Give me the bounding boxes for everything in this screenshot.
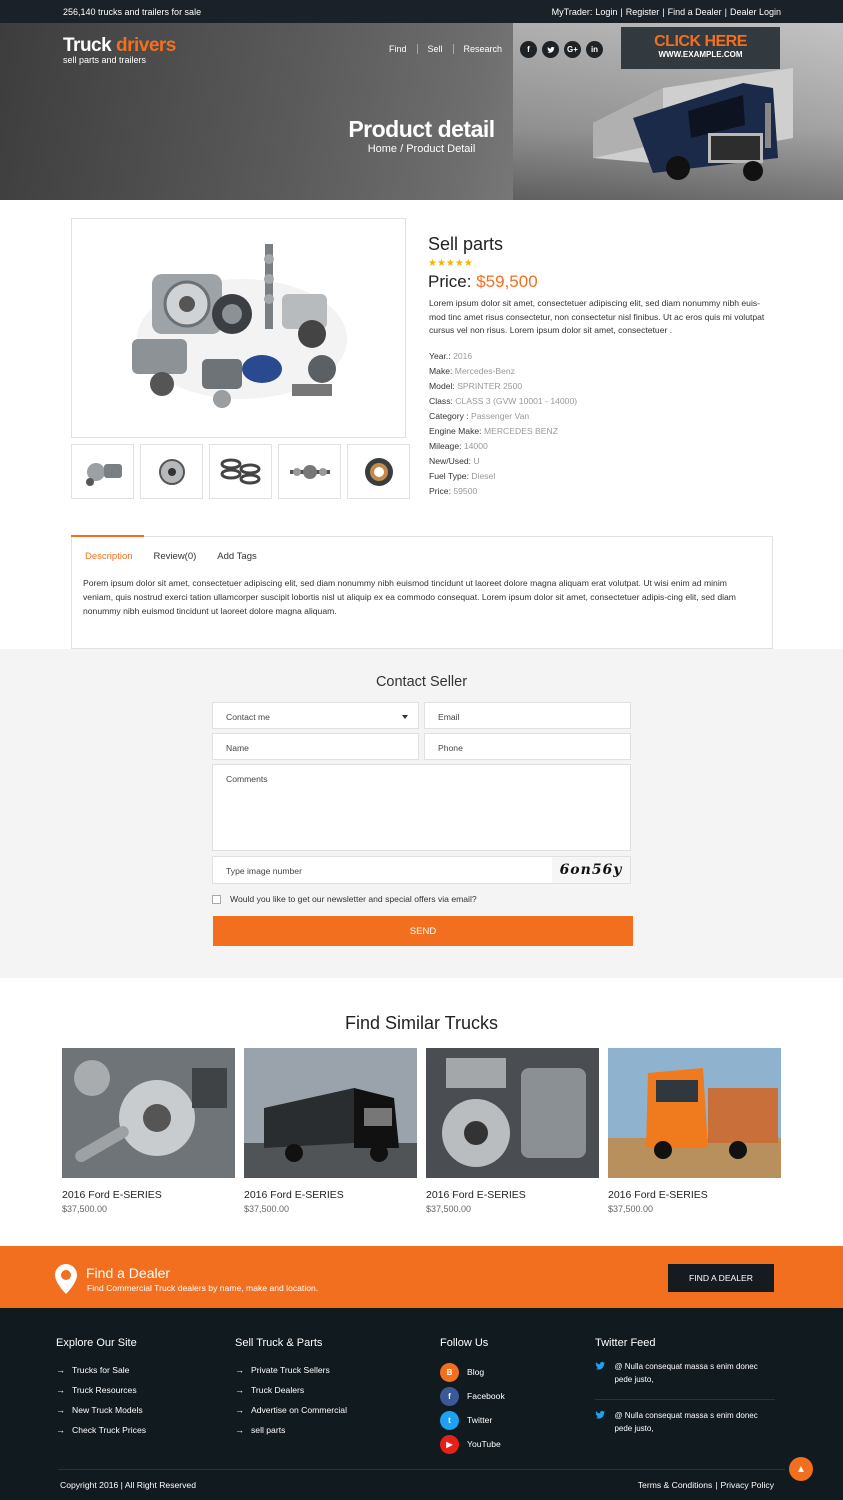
youtube-icon: ▶ bbox=[440, 1435, 459, 1454]
nav-find[interactable]: Find bbox=[389, 44, 418, 54]
nav-sell[interactable]: Sell bbox=[418, 44, 454, 54]
blog-icon: B bbox=[440, 1363, 459, 1382]
divider: | bbox=[662, 7, 665, 17]
divider bbox=[595, 1399, 775, 1400]
arrow-right-icon: → bbox=[56, 1365, 65, 1375]
main-nav bbox=[389, 44, 512, 54]
auto-parts-image bbox=[72, 219, 405, 437]
card-image bbox=[62, 1048, 235, 1178]
arrow-right-icon: → bbox=[56, 1385, 65, 1395]
product-specs bbox=[429, 349, 577, 499]
spec-label: Price: bbox=[429, 486, 451, 496]
find-dealer-link[interactable]: Find a Dealer bbox=[667, 7, 722, 17]
dealer-subtitle: Find Commercial Truck dealers by name, make and location. bbox=[87, 1283, 319, 1293]
spec-label: Category : bbox=[429, 411, 469, 421]
tweet-text: @ Nulla consequat massa s enim donec pede justo, bbox=[614, 1411, 758, 1433]
spec-label: Year.: bbox=[429, 351, 451, 361]
newsletter-checkbox[interactable] bbox=[212, 895, 221, 904]
similar-card[interactable] bbox=[244, 1048, 417, 1214]
dealer-title: Find a Dealer bbox=[86, 1265, 171, 1281]
card-title: 2016 Ford E-SERIES bbox=[62, 1189, 162, 1201]
card-title: 2016 Ford E-SERIES bbox=[608, 1189, 708, 1201]
social-twitter[interactable] bbox=[440, 1408, 505, 1432]
thumbnail-4[interactable] bbox=[278, 444, 341, 499]
privacy-link[interactable]: Privacy Policy bbox=[720, 1480, 774, 1490]
product-main-image[interactable] bbox=[71, 218, 406, 438]
spec-row bbox=[429, 364, 577, 379]
select-value: Contact me bbox=[226, 712, 270, 722]
spec-label: Mileage: bbox=[429, 441, 462, 451]
logo-accent: drivers bbox=[115, 35, 176, 56]
social-blog[interactable] bbox=[440, 1360, 505, 1384]
card-price: $37,500.00 bbox=[62, 1204, 108, 1214]
logo-main: Truck bbox=[63, 35, 112, 56]
spec-label: Engine Make: bbox=[429, 426, 482, 436]
tweet[interactable] bbox=[595, 1409, 775, 1448]
thumbnail-5[interactable] bbox=[347, 444, 410, 499]
find-dealer-band bbox=[0, 1246, 843, 1308]
contact-select[interactable] bbox=[212, 702, 419, 729]
spec-row bbox=[429, 409, 577, 424]
footer-link[interactable] bbox=[235, 1420, 347, 1440]
spec-row bbox=[429, 379, 577, 394]
footer-link-label: New Truck Models bbox=[72, 1405, 143, 1415]
tab-review[interactable]: Review(0) bbox=[153, 551, 197, 562]
spec-value: Passenger Van bbox=[471, 411, 530, 421]
thumbnail-3[interactable] bbox=[209, 444, 272, 499]
footer-link[interactable] bbox=[235, 1400, 347, 1420]
twitter-bird-icon bbox=[595, 1360, 605, 1372]
twitter-icon[interactable] bbox=[542, 41, 559, 58]
footer-twitter-feed bbox=[595, 1337, 775, 1448]
price-value: $59,500 bbox=[476, 272, 538, 291]
social-label: Twitter bbox=[467, 1415, 493, 1425]
header-social bbox=[520, 41, 603, 58]
page-title: Product detail bbox=[348, 116, 495, 142]
tweet[interactable] bbox=[595, 1360, 775, 1399]
spec-label: Model: bbox=[429, 381, 455, 391]
footer-link[interactable] bbox=[56, 1380, 146, 1400]
footer-heading: Twitter Feed bbox=[595, 1337, 656, 1349]
spec-value: 59500 bbox=[453, 486, 478, 496]
arrow-right-icon: → bbox=[235, 1405, 244, 1415]
footer-link-label: Check Truck Prices bbox=[72, 1425, 147, 1435]
logo-tagline: sell parts and trailers bbox=[63, 55, 147, 65]
card-price: $37,500.00 bbox=[608, 1204, 654, 1214]
social-label: Facebook bbox=[467, 1391, 505, 1401]
social-youtube[interactable] bbox=[440, 1432, 505, 1456]
dealer-login-link[interactable]: Dealer Login bbox=[729, 7, 781, 17]
active-tab-indicator bbox=[71, 535, 144, 537]
product-price bbox=[428, 272, 538, 292]
card-image bbox=[244, 1048, 417, 1178]
google-plus-icon[interactable]: G+ bbox=[564, 41, 581, 58]
divider: | bbox=[715, 1480, 718, 1490]
arrow-right-icon: → bbox=[235, 1385, 244, 1395]
footer-divider bbox=[58, 1469, 785, 1470]
twitter-bird-icon bbox=[595, 1409, 605, 1421]
card-title: 2016 Ford E-SERIES bbox=[426, 1189, 526, 1201]
footer-link-label: Advertise on Commercial bbox=[251, 1405, 347, 1415]
captcha-field[interactable] bbox=[212, 856, 631, 884]
product-thumbnails bbox=[71, 444, 410, 499]
footer-link-label: Trucks for Sale bbox=[72, 1365, 130, 1375]
chevron-up-icon[interactable]: ▲ bbox=[789, 1457, 813, 1481]
mytrader-label: MyTrader: bbox=[551, 7, 593, 17]
footer-link[interactable] bbox=[56, 1360, 146, 1380]
spec-value: SPRINTER 2500 bbox=[457, 381, 523, 391]
card-image bbox=[426, 1048, 599, 1178]
hero-banner bbox=[0, 23, 843, 200]
footer-link[interactable] bbox=[56, 1420, 146, 1440]
ad-url: WWW.EXAMPLE.COM bbox=[658, 50, 743, 59]
phone-field[interactable]: Phone bbox=[424, 733, 631, 760]
footer-link-label: sell parts bbox=[251, 1425, 286, 1435]
card-image bbox=[608, 1048, 781, 1178]
similar-title: Find Similar Trucks bbox=[344, 1013, 499, 1033]
name-field[interactable]: Name bbox=[212, 733, 419, 760]
footer-link-label: Truck Dealers bbox=[251, 1385, 305, 1395]
spec-value: CLASS 3 (GVW 10001 - 14000) bbox=[455, 396, 578, 406]
find-dealer-button[interactable]: FIND A DEALER bbox=[668, 1264, 774, 1292]
spec-value: Diesel bbox=[471, 471, 496, 481]
footer-link[interactable] bbox=[56, 1400, 146, 1420]
captcha-placeholder: Type image number bbox=[226, 866, 302, 876]
spec-row bbox=[429, 394, 577, 409]
breadcrumb[interactable]: Home / Product Detail bbox=[367, 143, 476, 155]
copyright: Copyright 2016 | All Right Reserved bbox=[60, 1480, 196, 1490]
footer-link-label: Truck Resources bbox=[72, 1385, 137, 1395]
site-logo[interactable] bbox=[63, 35, 176, 65]
footer-follow bbox=[440, 1337, 505, 1456]
spec-label: New/Used: bbox=[429, 456, 472, 466]
twitter-icon: t bbox=[440, 1411, 459, 1430]
spec-row bbox=[429, 424, 577, 439]
legal-links bbox=[638, 1480, 774, 1490]
spec-label: Class: bbox=[429, 396, 453, 406]
card-price: $37,500.00 bbox=[426, 1204, 472, 1214]
terms-link[interactable]: Terms & Conditions bbox=[637, 1480, 713, 1490]
similar-card[interactable] bbox=[608, 1048, 781, 1214]
footer-sell bbox=[235, 1337, 347, 1440]
captcha-image: 6on56y bbox=[552, 857, 630, 883]
spec-row bbox=[429, 349, 577, 364]
arrow-right-icon: → bbox=[235, 1365, 244, 1375]
linkedin-icon[interactable]: in bbox=[586, 41, 603, 58]
comments-field[interactable]: Comments bbox=[212, 764, 631, 851]
social-label: Blog bbox=[467, 1367, 485, 1377]
footer-heading: Follow Us bbox=[440, 1337, 489, 1349]
email-field[interactable]: Email bbox=[424, 702, 631, 729]
social-label: YouTube bbox=[467, 1439, 501, 1449]
register-link[interactable]: Register bbox=[625, 7, 660, 17]
send-button[interactable]: SEND bbox=[213, 916, 633, 946]
spec-value: Mercedes-Benz bbox=[454, 366, 515, 376]
card-title: 2016 Ford E-SERIES bbox=[244, 1189, 344, 1201]
price-label: Price: bbox=[428, 272, 472, 291]
product-title: Sell parts bbox=[428, 234, 504, 254]
spec-label: Make: bbox=[429, 366, 453, 376]
similar-card[interactable] bbox=[62, 1048, 235, 1214]
footer-link[interactable] bbox=[235, 1360, 347, 1380]
account-links bbox=[552, 7, 781, 17]
ad-headline: CLICK HERE bbox=[654, 33, 747, 50]
spec-row bbox=[429, 439, 577, 454]
spec-row bbox=[429, 454, 577, 469]
spec-value: 2016 bbox=[453, 351, 473, 361]
nav-research[interactable]: Research bbox=[463, 44, 503, 54]
tab-description-text: Porem ipsum dolor sit amet, consectetuer adipiscing elit, sed diam nonummy nibh euismod tincidunt ut laoreet dolore magna aliquam erat volutpat. Ut wisi enim ad minim veniam, quis nostrud exerci tation ullamcorper suscipit lobortis nisl ut aliquip ex ea commodo consequat. Lorem ipsum dolor sit amet, consectetuer adipis-cing elit, sed diam nonummy nibh euismod tincidunt ut laoreet dolore magna aliquam. bbox=[83, 578, 736, 616]
footer-explore bbox=[56, 1337, 146, 1440]
newsletter-label: Would you like to get our newsletter and special offers via email? bbox=[230, 894, 477, 904]
card-price: $37,500.00 bbox=[244, 1204, 290, 1214]
login-link[interactable]: Login bbox=[595, 7, 618, 17]
divider: | bbox=[724, 7, 727, 17]
product-description: Lorem ipsum dolor sit amet, consectetuer adipiscing elit, sed diam nonummy nibh euis-mod tinc amet risus consectetur, non consectetur nisl finibus. Ut ac eros quis mi volutpat cursus vel non risus. Lorem ipsum dolor sit amet, consectetuer . bbox=[429, 298, 765, 335]
listing-count: 256,140 trucks and trailers for sale bbox=[63, 7, 202, 17]
divider: | bbox=[620, 7, 623, 17]
map-pin-icon bbox=[55, 1264, 77, 1294]
top-bar bbox=[0, 0, 843, 23]
tweet-text: @ Nulla consequat massa s enim donec pede justo, bbox=[614, 1362, 758, 1384]
tab-add-tags[interactable]: Add Tags bbox=[217, 551, 257, 562]
arrow-right-icon: → bbox=[56, 1425, 65, 1435]
arrow-right-icon: → bbox=[56, 1405, 65, 1415]
spec-value: MERCEDES BENZ bbox=[483, 426, 558, 436]
contact-seller-section bbox=[0, 649, 843, 978]
footer-heading: Sell Truck & Parts bbox=[235, 1337, 323, 1349]
spec-row bbox=[429, 469, 577, 484]
spec-label: Fuel Type: bbox=[429, 471, 469, 481]
footer-link-label: Private Truck Sellers bbox=[251, 1365, 330, 1375]
footer-link[interactable] bbox=[235, 1380, 347, 1400]
footer-heading: Explore Our Site bbox=[56, 1337, 137, 1349]
arrow-right-icon: → bbox=[235, 1425, 244, 1435]
social-facebook[interactable] bbox=[440, 1384, 505, 1408]
thumbnail-1[interactable] bbox=[71, 444, 134, 499]
chevron-down-icon bbox=[402, 715, 408, 719]
spec-row bbox=[429, 484, 577, 499]
rating-stars: ★★★★★ bbox=[428, 258, 473, 269]
footer bbox=[0, 1308, 843, 1500]
spec-value: 14000 bbox=[463, 441, 488, 451]
similar-card[interactable] bbox=[426, 1048, 599, 1214]
tab-description[interactable]: Description bbox=[85, 551, 133, 562]
thumbnail-2[interactable] bbox=[140, 444, 203, 499]
header-ad-banner[interactable] bbox=[621, 27, 780, 69]
tab-bar bbox=[85, 551, 257, 562]
facebook-icon[interactable]: f bbox=[520, 41, 537, 58]
contact-title: Contact Seller bbox=[375, 674, 468, 690]
facebook-icon: f bbox=[440, 1387, 459, 1406]
spec-value: U bbox=[473, 456, 480, 466]
